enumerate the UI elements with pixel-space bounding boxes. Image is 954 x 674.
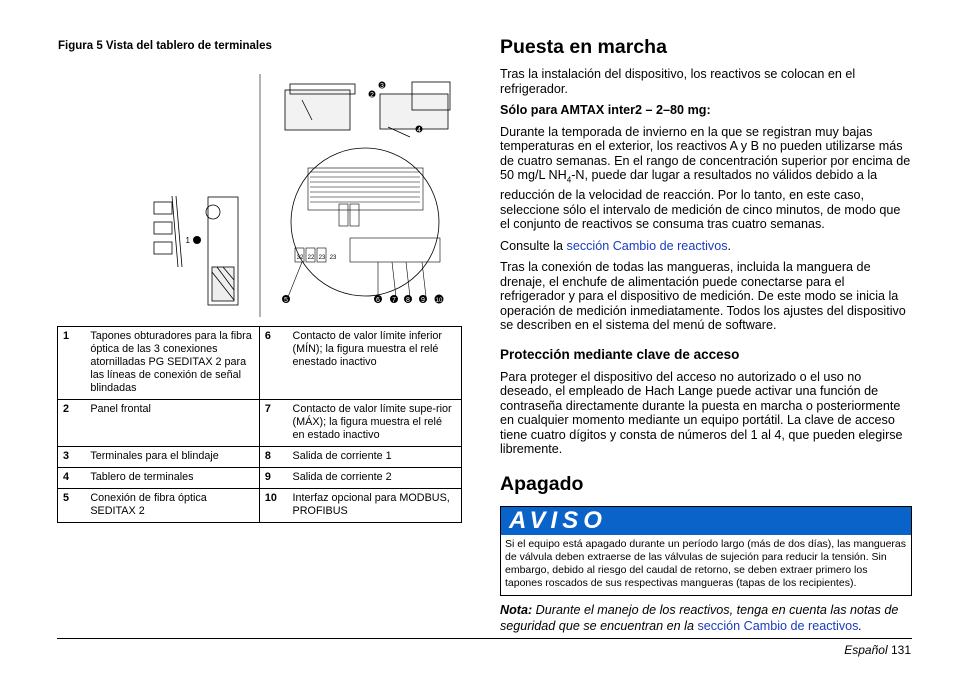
paragraph: Para proteger el dispositivo del acceso no autorizado o el uso no deseado, el empleado de Hach Lange puede activar una función de contraseña directamente durante la puesta en marcha o posteriormente en cualquier momento mediante un equipo portátil. La clave de acceso tiene cuatro dígitos y consta de números del 1 al 4, que pueden elegirse libremente. bbox=[500, 369, 903, 457]
callout-4: 4 bbox=[417, 127, 421, 134]
paragraph: Tras la conexión de todas las mangueras, incluida la manguera de drenaje, el enchufe de alimentación puede conectarse para el refrigerador y para el dispositivo de medición. De este modo se inicia la operación de medición inmediatamente. Todos los ajustes del dispositivo se describen en el sistema del menú de software. bbox=[500, 260, 906, 333]
legend-description: Tapones obturadores para la fibra óptica de las 3 conexiones atornilladas PG SEDITAX 2 para las líneas de conexión de señal blindadas bbox=[85, 327, 259, 400]
footer-rule bbox=[57, 638, 912, 639]
legend-number: 1 bbox=[58, 327, 86, 400]
aviso-title: AVISO bbox=[501, 507, 911, 535]
callout-7: 7 bbox=[392, 297, 396, 304]
legend-description: Tablero de terminales bbox=[85, 468, 259, 489]
legend-description: Interfaz opcional para MODBUS, PROFIBUS bbox=[288, 489, 462, 523]
nota: Nota: Durante el manejo de los reactivos, tenga en cuenta las notas de seguridad que se encuentran en la sección Cambio de reactivos. bbox=[500, 602, 899, 633]
terminal-label-1: 32 bbox=[296, 255, 304, 261]
magnified-terminal-board bbox=[291, 148, 439, 296]
subsection-title-clave: Protección mediante clave de acceso bbox=[500, 346, 740, 362]
callout-1-icon bbox=[193, 236, 201, 244]
legend-description: Contacto de valor límite supe-rior (MÁX); la figura muestra el relé en estado inactivo bbox=[288, 400, 462, 447]
section-title-apagado: Apagado bbox=[500, 472, 584, 495]
legend-number: 4 bbox=[58, 468, 86, 489]
legend-row bbox=[58, 400, 462, 447]
legend-number: 10 bbox=[259, 489, 287, 523]
callout-5: 5 bbox=[284, 297, 288, 304]
legend-number: 9 bbox=[259, 468, 287, 489]
callout-6: 6 bbox=[376, 297, 380, 304]
legend-number: 8 bbox=[259, 447, 287, 468]
right-column bbox=[500, 36, 912, 634]
callout-8: 8 bbox=[406, 297, 410, 304]
paragraph: Tras la instalación del dispositivo, los reactivos se colocan en el refrigerador. bbox=[500, 67, 856, 96]
paragraph: Durante la temporada de invierno en la que se registran muy bajas temperaturas en el exterior, los reactivos A y B no pueden utilizarse más de cuatro semanas. En el rango de concentración superior por encima de 50 mg/L $NH_4-N$, puede dar lugar a resultados no válidos debido a la reducción de la velocidad de reacción. Por lo tanto, en este caso, seleccione sólo el intervalo de medición de cinco minutos, de modo que el conjunto de reactivos se consuma tras cuatro semanas. bbox=[500, 124, 911, 232]
paragraph-bold: Sólo para AMTAX inter2 – 2–80 mg: bbox=[500, 103, 711, 117]
legend-number: 2 bbox=[58, 400, 86, 447]
callout-3: 3 bbox=[380, 83, 384, 90]
legend-description: Panel frontal bbox=[85, 400, 259, 447]
aviso-box bbox=[500, 506, 912, 596]
figure-caption: Figura 5 Vista del tablero de terminales bbox=[58, 40, 272, 52]
legend-description: Terminales para el blindaje bbox=[85, 447, 259, 468]
legend-row bbox=[58, 489, 462, 523]
callout-10: 10 bbox=[435, 298, 443, 304]
link-cambio-reactivos[interactable]: sección Cambio de reactivos bbox=[566, 238, 728, 253]
legend-description: Contacto de valor límite inferior (MÍN); la figura muestra el relé enestado inactivo bbox=[288, 327, 462, 400]
legend-row bbox=[58, 447, 462, 468]
figure-legend-table bbox=[57, 326, 462, 523]
callout-1: 1 bbox=[185, 236, 190, 245]
legend-description: Salida de corriente 1 bbox=[288, 447, 462, 468]
legend-number: 3 bbox=[58, 447, 86, 468]
device-top-view bbox=[285, 82, 450, 137]
section-title-puesta-en-marcha: Puesta en marcha bbox=[500, 36, 667, 58]
link-cambio-reactivos-nota[interactable]: sección Cambio de reactivos bbox=[697, 618, 859, 633]
legend-number: 5 bbox=[58, 489, 86, 523]
legend-row bbox=[58, 468, 462, 489]
legend-row bbox=[58, 327, 462, 400]
legend-description: Salida de corriente 2 bbox=[288, 468, 462, 489]
terminal-label-4: 23 bbox=[329, 255, 337, 261]
cabinet-side-view bbox=[154, 196, 238, 305]
paragraph: Consulte la sección Cambio de reactivos. bbox=[500, 238, 732, 253]
page-footer: Español 131 bbox=[844, 643, 911, 657]
terminal-label-3: 23 bbox=[318, 255, 326, 261]
legend-number: 6 bbox=[259, 327, 287, 400]
terminal-label-2: 22 bbox=[307, 255, 315, 261]
legend-description: Conexión de fibra óptica SEDITAX 2 bbox=[85, 489, 259, 523]
legend-number: 7 bbox=[259, 400, 287, 447]
aviso-text: Si el equipo está apagado durante un período largo (más de dos días), las mangueras de válvula deben extraerse de las válvulas de sujeción para reducir la tensión. Sin embargo, debido al riesgo del caudal de retorno, se deben extraer primero los tapones roscados de sus respectivas mangueras (tapas de los recipientes). bbox=[505, 537, 907, 589]
terminal-board-figure bbox=[140, 72, 460, 317]
callout-2: 2 bbox=[370, 92, 374, 99]
callout-9: 9 bbox=[421, 297, 425, 304]
